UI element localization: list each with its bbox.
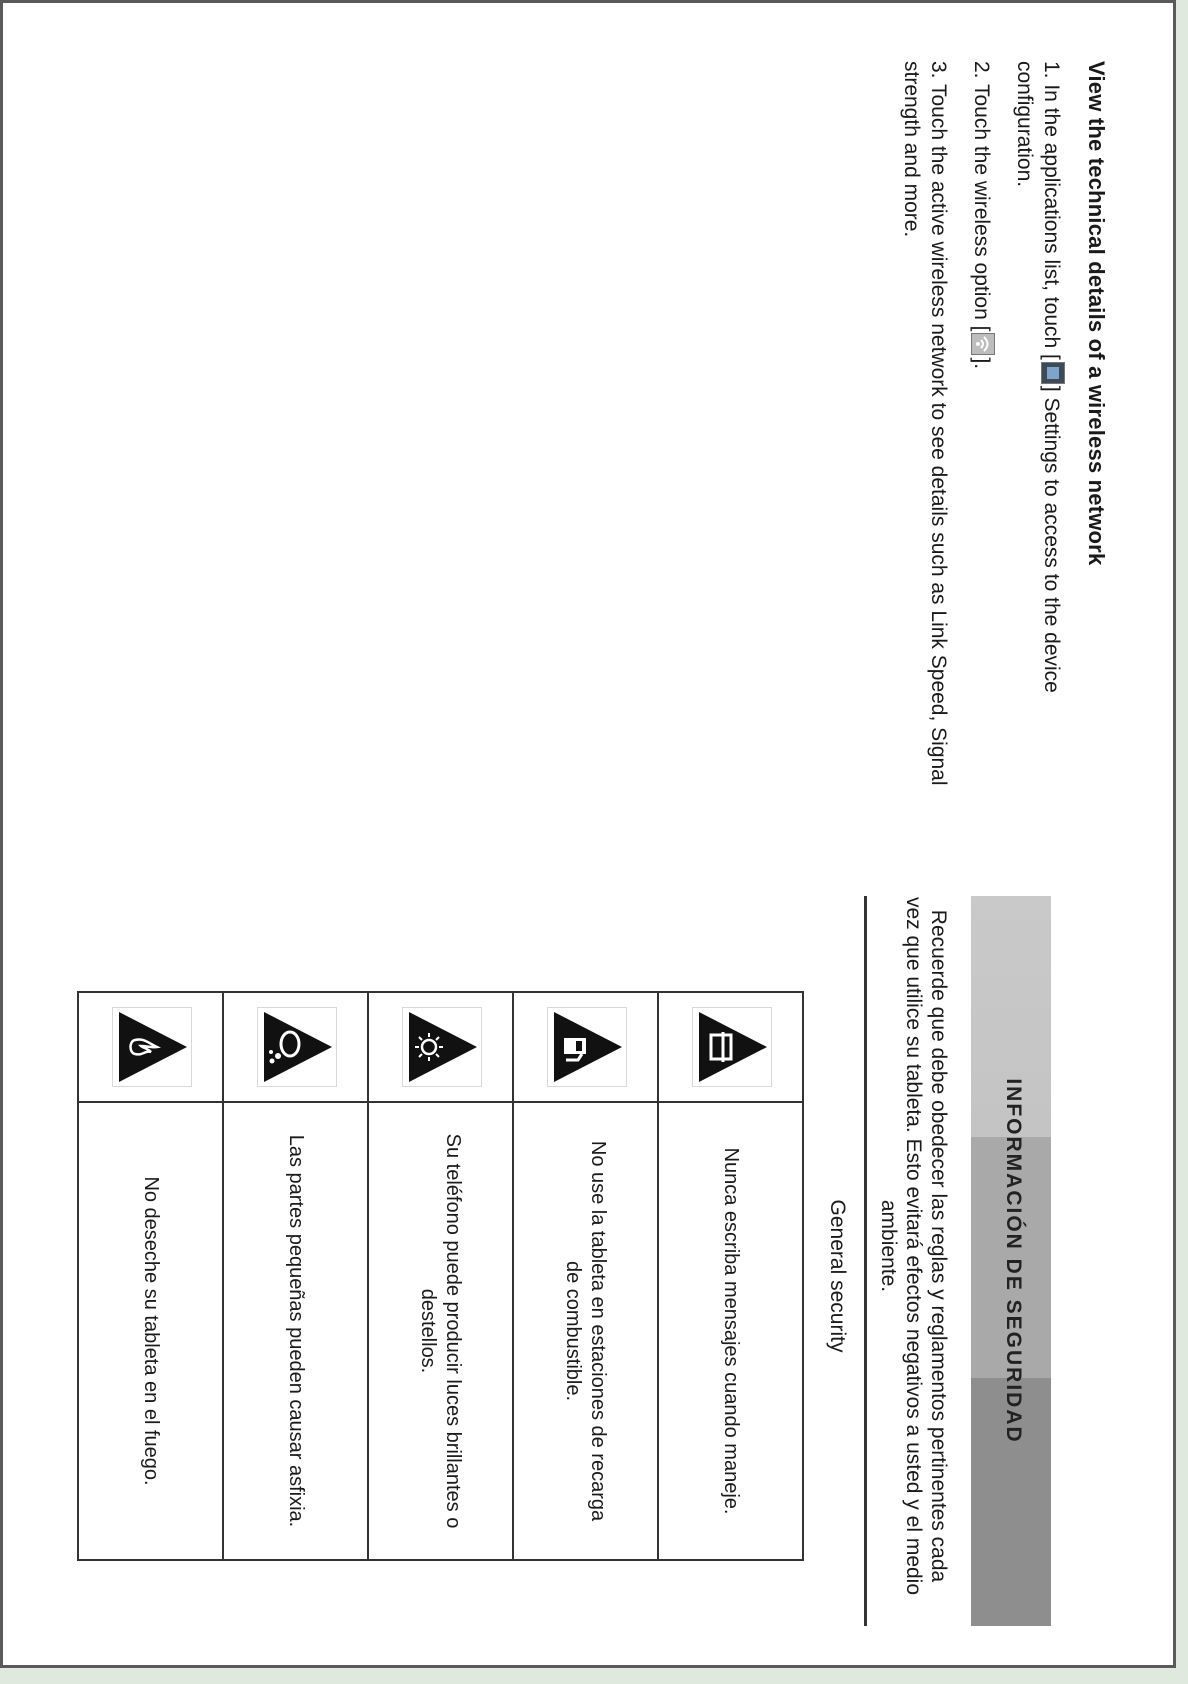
safety-section xyxy=(3,896,1176,1626)
safety-intro: Recuerde que debe obedecer las reglas y reglamentos pertinentes cada vez que utilice su tableta. Esto evitará efectos negativos a usted y el medio ambiente. xyxy=(877,896,950,1596)
wireless-title: View the technical details of a wireless network xyxy=(1084,61,1109,566)
table-row xyxy=(78,992,223,1560)
choking-hazard-icon xyxy=(258,1007,338,1087)
step-1-text-a: 1. In the applications list, touch [ xyxy=(1040,61,1063,360)
safety-banner-title: INFORMACIÓN DE SEGURIDAD xyxy=(1002,1078,1025,1444)
wireless-step-3: 3. Touch the active wireless network to see details such as Link Speed, Signal strength and more. xyxy=(900,61,950,786)
safety-table xyxy=(77,991,804,1561)
fuel-pump-icon xyxy=(548,1007,628,1087)
row-text: No use la tableta en estaciones de recarga de combustible. xyxy=(513,1102,658,1560)
row-text: Las partes pequeñas pueden causar asfixia. xyxy=(223,1102,368,1560)
wifi-icon xyxy=(971,333,995,355)
bright-light-icon xyxy=(403,1007,483,1087)
safety-banner xyxy=(971,896,1051,1626)
rotated-content xyxy=(3,3,1176,1668)
table-row xyxy=(513,992,658,1560)
row-text: Nunca escriba mensajes cuando maneje. xyxy=(658,1102,803,1560)
wireless-step-1 xyxy=(1011,61,1065,821)
step-2-text-b: ]. xyxy=(970,357,993,370)
fire-icon xyxy=(113,1007,193,1087)
table-row xyxy=(658,992,803,1560)
step-1-text-b: ] Settings to access to the device configuration. xyxy=(1013,61,1063,693)
row-text: Su teléfono puede producir luces brillantes o destellos. xyxy=(368,1102,513,1560)
table-row xyxy=(223,992,368,1560)
step-2-text-a: 2. Touch the wireless option [ xyxy=(970,61,993,332)
table-caption: General security xyxy=(826,1199,849,1353)
no-texting-while-driving-icon xyxy=(693,1007,773,1087)
settings-icon xyxy=(1041,362,1065,384)
wireless-details-section xyxy=(882,61,1109,821)
wireless-step-2 xyxy=(968,61,995,821)
divider xyxy=(864,896,867,1626)
table-row xyxy=(368,992,513,1560)
row-text: No deseche su tableta en el fuego. xyxy=(78,1102,223,1560)
